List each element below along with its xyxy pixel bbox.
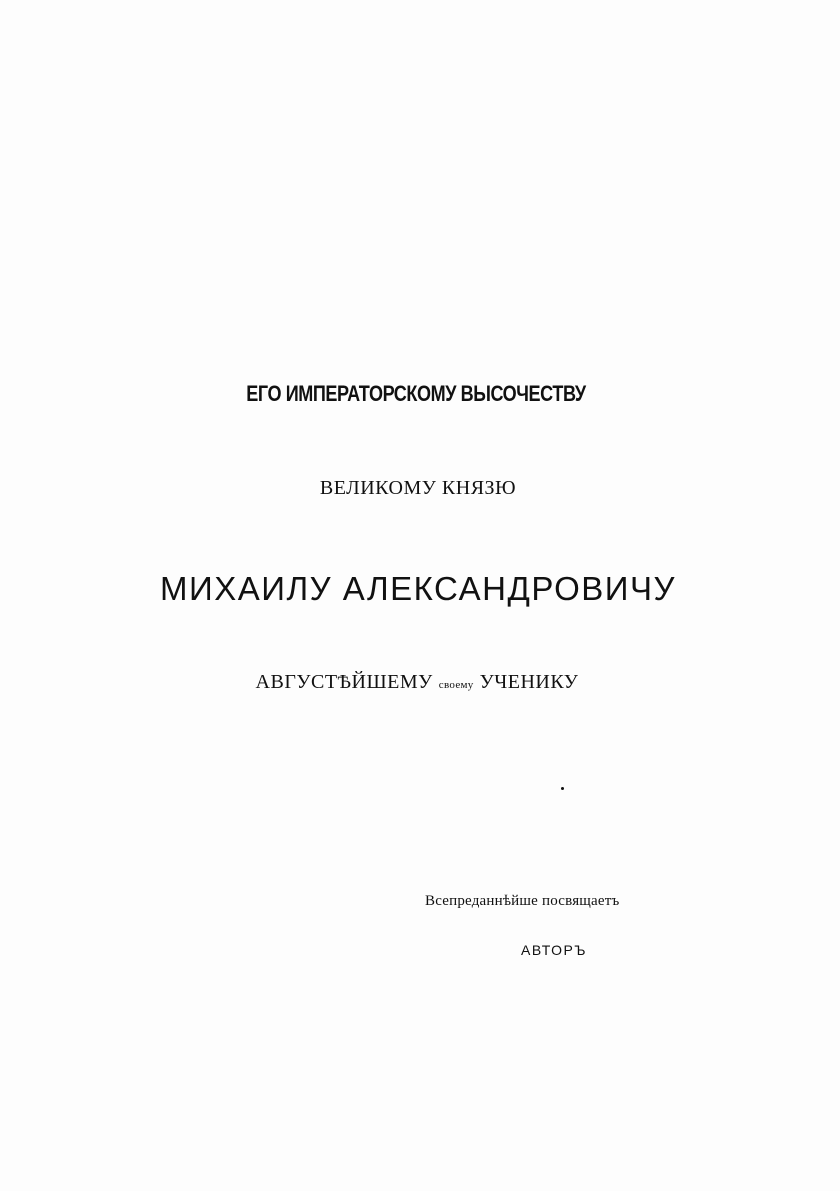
dedication-line-student: [0, 671, 837, 694]
dedication-line-title: ЕГО ИМПЕРАТОРСКОМУ ВЫСОЧЕСТВУ: [246, 381, 586, 406]
dedication-line-grand-duke: ВЕЛИКОМУ КНЯЗЮ: [319, 477, 517, 499]
dedication-statement: Всепреданнѣйше посвящаетъ: [425, 893, 620, 909]
student-word-student: УЧЕНИКУ: [479, 671, 579, 693]
student-word-his: своему: [438, 679, 474, 691]
author-signature: АВТОРЪ: [521, 942, 587, 958]
dedication-line-name: МИХАИЛУ АЛЕКСАНДРОВИЧУ: [160, 570, 676, 607]
print-speck: [561, 787, 564, 790]
student-word-august: АВГУСТѢЙШЕМУ: [255, 671, 433, 693]
